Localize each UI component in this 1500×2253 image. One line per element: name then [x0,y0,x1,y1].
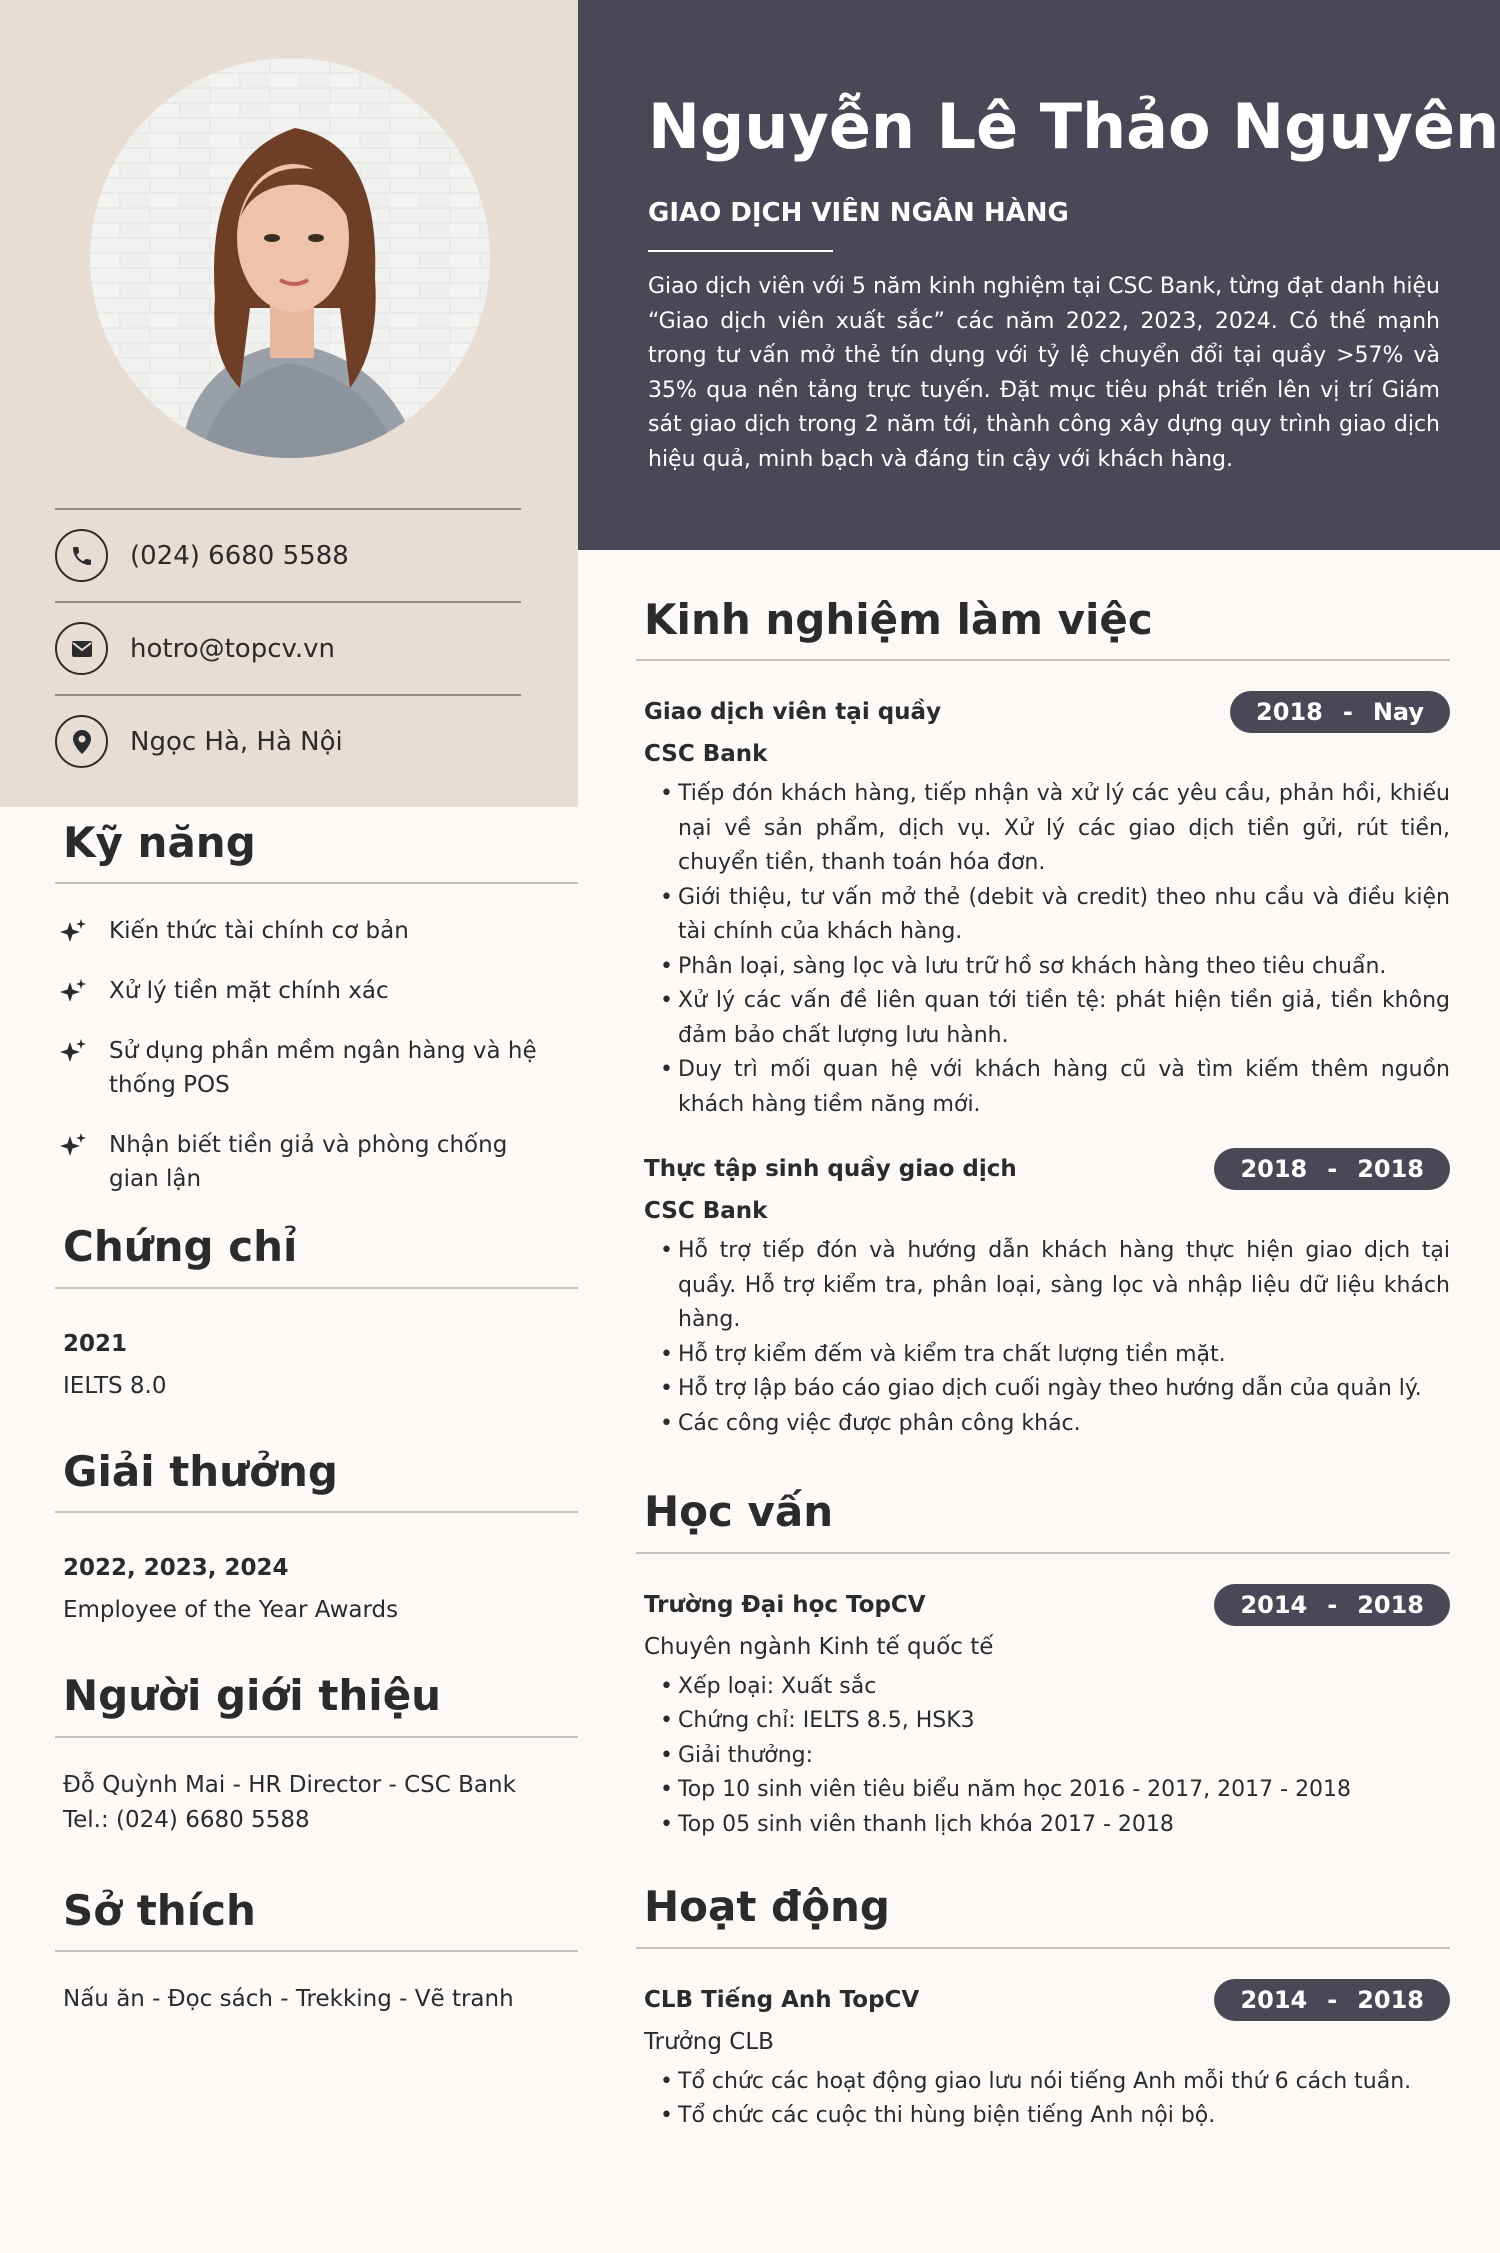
date-end: Nay [1372,698,1424,727]
skill-label: Xử lý tiền mặt chính xác [109,978,389,1005]
skill-label: Nhận biết tiền giả và phòng chống gian lận [109,1132,508,1193]
skill-item [59,1034,578,1102]
references-title: Người giới thiệu [63,1671,442,1721]
divider [55,1950,578,1952]
reference-entry [55,1768,578,1838]
job-title: Giao dịch viên tại quầy [644,699,942,726]
date-end: 2018 [1357,1985,1424,2014]
experience-title: Kinh nghiệm làm việc [644,595,1153,644]
left-column [55,818,578,2020]
candidate-job-title: GIAO DỊCH VIÊN NGÂN HÀNG [648,198,1069,228]
list-item: • Hỗ trợ lập báo cáo giao dịch cuối ngày theo hướng dẫn của quản lý. [660,1372,1450,1407]
divider [55,1287,578,1289]
date-badge [1214,1979,1450,2021]
contact-phone [55,508,521,601]
list-item: • Hỗ trợ kiểm đếm và kiểm tra chất lượng tiền mặt. [660,1338,1450,1373]
address-text: Ngọc Hà, Hà Nội [130,726,343,757]
certificate-name: IELTS 8.0 [63,1372,167,1399]
list-item: • Top 10 sinh viên tiêu biểu năm học 2016 - 2017, 2017 - 2018 [660,1773,1450,1808]
reference-phone: Tel.: (024) 6680 5588 [63,1806,310,1833]
date-start: 2014 [1240,1985,1308,2014]
date-dash: - [1327,1155,1338,1184]
phone-icon [55,529,108,582]
education-entry [636,1584,1450,1843]
sparkle-icon [59,918,87,946]
list-item: • Chứng chỉ: IELTS 8.5, HSK3 [660,1704,1450,1739]
job-title: Thực tập sinh quầy giao dịch [644,1156,1017,1183]
reference-person: Đỗ Quỳnh Mai - HR Director - CSC Bank [63,1771,516,1798]
major: Chuyên ngành Kinh tế quốc tế [644,1633,994,1660]
date-badge [1230,691,1450,733]
phone-text: (024) 6680 5588 [130,540,349,571]
date-badge [1214,1148,1450,1190]
sparkle-icon [59,978,87,1006]
date-start: 2018 [1256,698,1323,727]
divider [636,1552,1450,1554]
job-entry [636,691,1450,1122]
skill-item [59,1128,578,1196]
company-name: CSC Bank [644,741,768,768]
list-item: • Xử lý các vấn đề liên quan tới tiền tệ: phát hiện tiền giả, tiền không đảm bảo chất lượng lưu hành. [660,984,1450,1053]
job-bullets [644,777,1450,1122]
divider [636,659,1450,661]
award-name: Employee of the Year Awards [63,1597,399,1624]
award-entry [55,1547,578,1631]
skill-item [59,974,578,1008]
list-item: • Hỗ trợ tiếp đón và hướng dẫn khách hàng thực hiện giao dịch tại quầy. Hỗ trợ kiểm tra, phân loại, sàng lọc và nhập liệu dữ liệu khách hàng. [660,1234,1450,1338]
sparkle-icon [59,1038,87,1066]
certificate-year: 2021 [63,1330,128,1357]
date-dash: - [1342,698,1353,727]
list-item: • Xếp loại: Xuất sắc [660,1670,1450,1705]
date-end: 2018 [1357,1590,1424,1619]
list-item: • Duy trì mối quan hệ với khách hàng cũ và tìm kiếm thêm nguồn khách hàng tiềm năng mới. [660,1053,1450,1122]
company-name: CSC Bank [644,1198,768,1225]
location-pin-icon [55,715,108,768]
date-end: 2018 [1357,1155,1424,1184]
skill-item [59,914,578,948]
title-underline [648,250,833,252]
sparkle-icon [59,1132,87,1160]
job-entry [636,1148,1450,1441]
summary-text: Giao dịch viên với 5 năm kinh nghiệm tại CSC Bank, từng đạt danh hiệu “Giao dịch viên xuất sắc” các năm 2022, 2023, 2024. Có thế mạnh trong tư vấn mở thẻ tín dụng với tỷ lệ chuyển đổi tại quầy >57% và 35% qua nền tảng trực tuyến. Đặt mục tiêu phát triển lên vị trí Giám sát giao dịch trong 2 năm tới, thành công xây dựng quy trình giao dịch hiệu quả, minh bạch và đáng tin cậy với khách hàng. [648,274,1440,472]
list-item: • Giới thiệu, tư vấn mở thẻ (debit và credit) theo nhu cầu và điều kiện tài chính của khách hàng. [660,881,1450,950]
divider [55,882,578,884]
skills-list [55,914,578,1196]
contact-list [55,508,521,787]
divider [55,1736,578,1738]
activity-entry [636,1979,1450,2134]
date-start: 2018 [1240,1155,1308,1184]
candidate-name: Nguyễn Lê Thảo Nguyên [648,90,1500,163]
list-item: • Tổ chức các cuộc thi hùng biện tiếng Anh nội bộ. [660,2099,1450,2134]
award-year: 2022, 2023, 2024 [63,1555,289,1582]
hobbies-title: Sở thích [63,1885,256,1935]
divider [636,1947,1450,1949]
date-dash: - [1327,1590,1338,1619]
divider [55,1511,578,1513]
skill-label: Sử dụng phần mềm ngân hàng và hệ thống POS [109,1038,537,1099]
date-start: 2014 [1240,1590,1308,1619]
contact-address [55,694,521,787]
school-name: Trường Đại học TopCV [644,1591,926,1618]
certificates-title: Chứng chỉ [63,1222,298,1272]
job-bullets [644,1234,1450,1441]
certificate-entry [55,1323,578,1407]
activity-role: Trưởng CLB [644,2028,774,2055]
organization-name: CLB Tiếng Anh TopCV [644,1986,920,2013]
skills-title: Kỹ năng [63,818,256,867]
education-title: Học vấn [644,1487,834,1537]
date-dash: - [1327,1985,1338,2014]
awards-title: Giải thưởng [63,1446,338,1496]
list-item: • Phân loại, sàng lọc và lưu trữ hồ sơ khách hàng theo tiêu chuẩn. [660,950,1450,985]
list-item: • Các công việc được phân công khác. [660,1407,1450,1442]
mail-icon [55,622,108,675]
email-text: hotro@topcv.vn [130,633,336,664]
education-bullets [644,1670,1450,1843]
list-item: • Giải thưởng: [660,1739,1450,1774]
right-column [636,595,1450,2134]
hobbies-text: Nấu ăn - Đọc sách - Trekking - Vẽ tranh [63,1985,514,2012]
activities-title: Hoạt động [644,1882,890,1932]
skill-label: Kiến thức tài chính cơ bản [109,918,409,945]
date-badge [1214,1584,1450,1626]
profile-photo [90,58,490,458]
list-item: • Top 05 sinh viên thanh lịch khóa 2017 - 2018 [660,1808,1450,1843]
list-item: • Tiếp đón khách hàng, tiếp nhận và xử lý các yêu cầu, phản hồi, khiếu nại về sản phẩm, dịch vụ. Xử lý các giao dịch tiền gửi, rút tiền, chuyển tiền, thanh toán hóa đơn. [660,777,1450,881]
list-item: • Tổ chức các hoạt động giao lưu nói tiếng Anh mỗi thứ 6 cách tuần. [660,2065,1450,2100]
activity-bullets [644,2065,1450,2134]
contact-email [55,601,521,694]
